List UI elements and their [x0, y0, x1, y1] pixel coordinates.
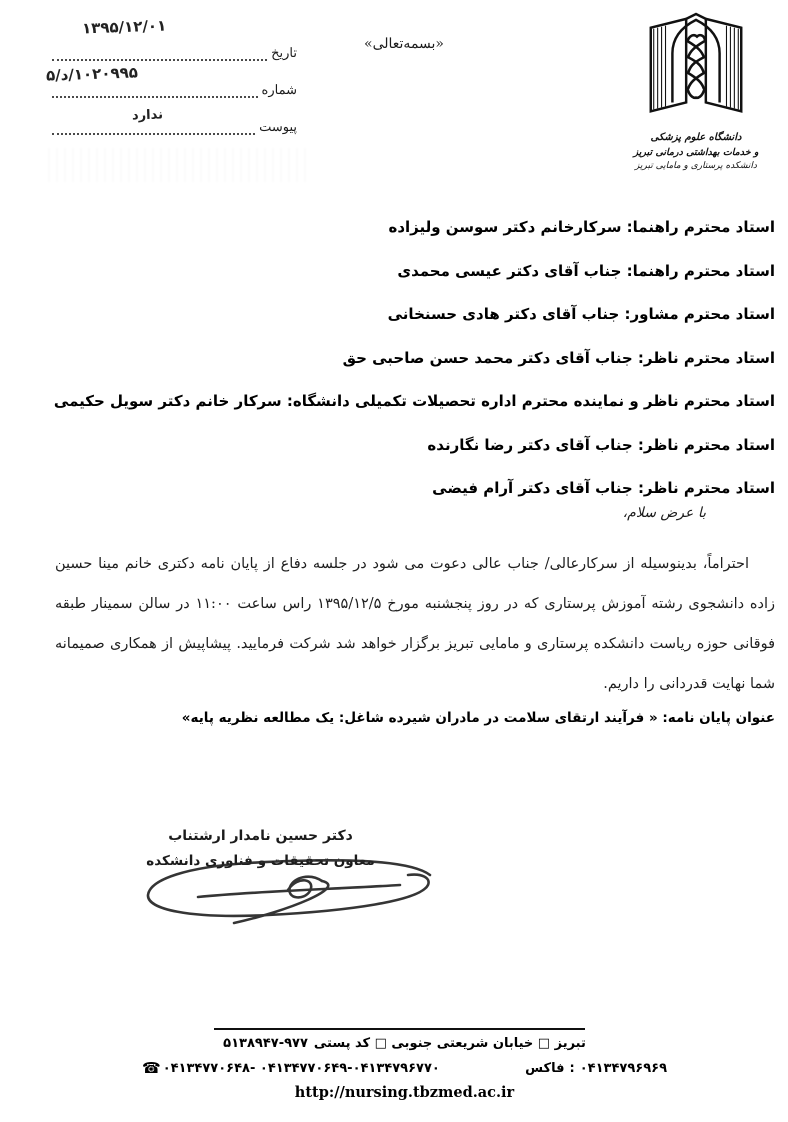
recipient-line: استاد محترم ناظر و نماینده محترم اداره تحصیلات تکمیلی دانشگاه: سرکار خانم دکتر سویل حکیمی	[53, 392, 775, 410]
salutation: با عرض سلام،	[622, 505, 706, 521]
logo-line-faculty: دانشکده پرستاری و مامایی تبریز	[635, 161, 757, 172]
postal-code: ۵۱۳۸۹۴۷-۹۷۷	[223, 1036, 308, 1051]
attachment-row	[52, 98, 297, 135]
scan-artifact	[48, 148, 308, 182]
date-row	[52, 16, 297, 61]
footer-contacts-line	[142, 1059, 667, 1077]
logo-line-university: دانشگاه علوم پزشکی	[650, 132, 742, 143]
bismillah-text: «بسمه‌تعالی»	[364, 36, 444, 52]
recipient-line: استاد محترم ناظر: جناب آقای دکتر آرام فیضی	[432, 479, 775, 497]
recipients-list	[10, 206, 775, 511]
logo-caption	[626, 130, 766, 174]
thesis-title: عنوان پایان نامه: « فرآیند ارتقای سلامت در مادران شیرده شاغل: یک مطالعه نظریه پایه»	[181, 710, 775, 726]
invitation-paragraph: احتراماً، بدینوسیله از سرکارعالی/ جناب عالی دعوت می شود در جلسه دفاع از پایان نامه دکتری خانم مینا حسین زاده دانشجوی رشته آموزش پرستاری که در روز پنجشنبه مورخ ۱۳۹۵/۱۲/۵ راس ساعت ۱۱:۰۰ در سالن سمینار طبقه فوقانی حوزه ریاست دانشکده پرستاری و مامایی تبریز برگزار خواهد شد شرکت فرمایید. پیشاپیش از همکاری صمیمانه شما نهایت قدردانی را داریم.	[55, 556, 775, 692]
number-label: شماره	[261, 83, 297, 98]
website-url: http://nursing.tbzmed.ac.ir	[294, 1084, 515, 1101]
recipient-line: استاد محترم مشاور: جناب آقای دکتر هادی حسنخانی	[387, 305, 775, 323]
fax-separator: :	[569, 1060, 575, 1076]
address-text: تبریز □ خیابان شریعتی جنوبی □ کد پستی	[313, 1036, 586, 1051]
letter-meta-block	[45, 16, 297, 135]
fax-label: فاکس	[525, 1060, 565, 1076]
phone-group	[142, 1059, 440, 1077]
university-emblem-icon	[637, 12, 755, 130]
telephone-icon: ☎	[142, 1059, 161, 1077]
attachment-label: پیوست	[259, 120, 297, 135]
signatory-name: دکتر حسین نامدار ارشتناب	[168, 828, 353, 844]
number-value: ۵/د/۱۰۲۰۹۹۵	[45, 63, 139, 85]
number-row	[45, 61, 297, 98]
date-dotted-line	[52, 47, 267, 61]
fax-number: ۰۴۱۳۴۷۹۶۹۶۹	[579, 1060, 667, 1076]
signatory-title: معاون تحقیقات و فناوری دانشکده	[146, 853, 375, 869]
date-value: ۱۳۹۵/۱۲/۰۱	[81, 16, 167, 38]
footer-divider	[214, 1028, 585, 1030]
recipient-line: استاد محترم راهنما: جناب آقای دکتر عیسی محمدی	[397, 261, 775, 280]
logo-line-services: و خدمات بهداشتی درمانی تبریز	[633, 146, 759, 158]
recipient-line: استاد محترم ناظر: جناب آقای دکتر محمد حسن صاحبی حق	[342, 348, 775, 367]
footer-address-line	[142, 1036, 667, 1051]
number-dotted-line	[52, 84, 258, 98]
attachment-value: ندارد	[131, 107, 164, 124]
date-label: تاریخ	[271, 46, 297, 61]
recipient-line: استاد محترم ناظر: جناب آقای دکتر رضا نگارنده	[427, 435, 775, 454]
recipient-line: استاد محترم راهنما: سرکارخانم دکتر سوسن ولیزاده	[388, 218, 775, 236]
university-logo	[626, 12, 766, 174]
phone-numbers: ۰۴۱۳۴۷۷۰۶۴۸- ۰۴۱۳۴۷۷۰۶۴۹-۰۴۱۳۴۷۹۶۷۷۰	[162, 1060, 440, 1076]
attachment-dotted-line	[52, 121, 255, 135]
fax-group	[525, 1061, 667, 1076]
footer	[142, 1028, 667, 1101]
handwritten-signature-icon	[138, 845, 438, 930]
